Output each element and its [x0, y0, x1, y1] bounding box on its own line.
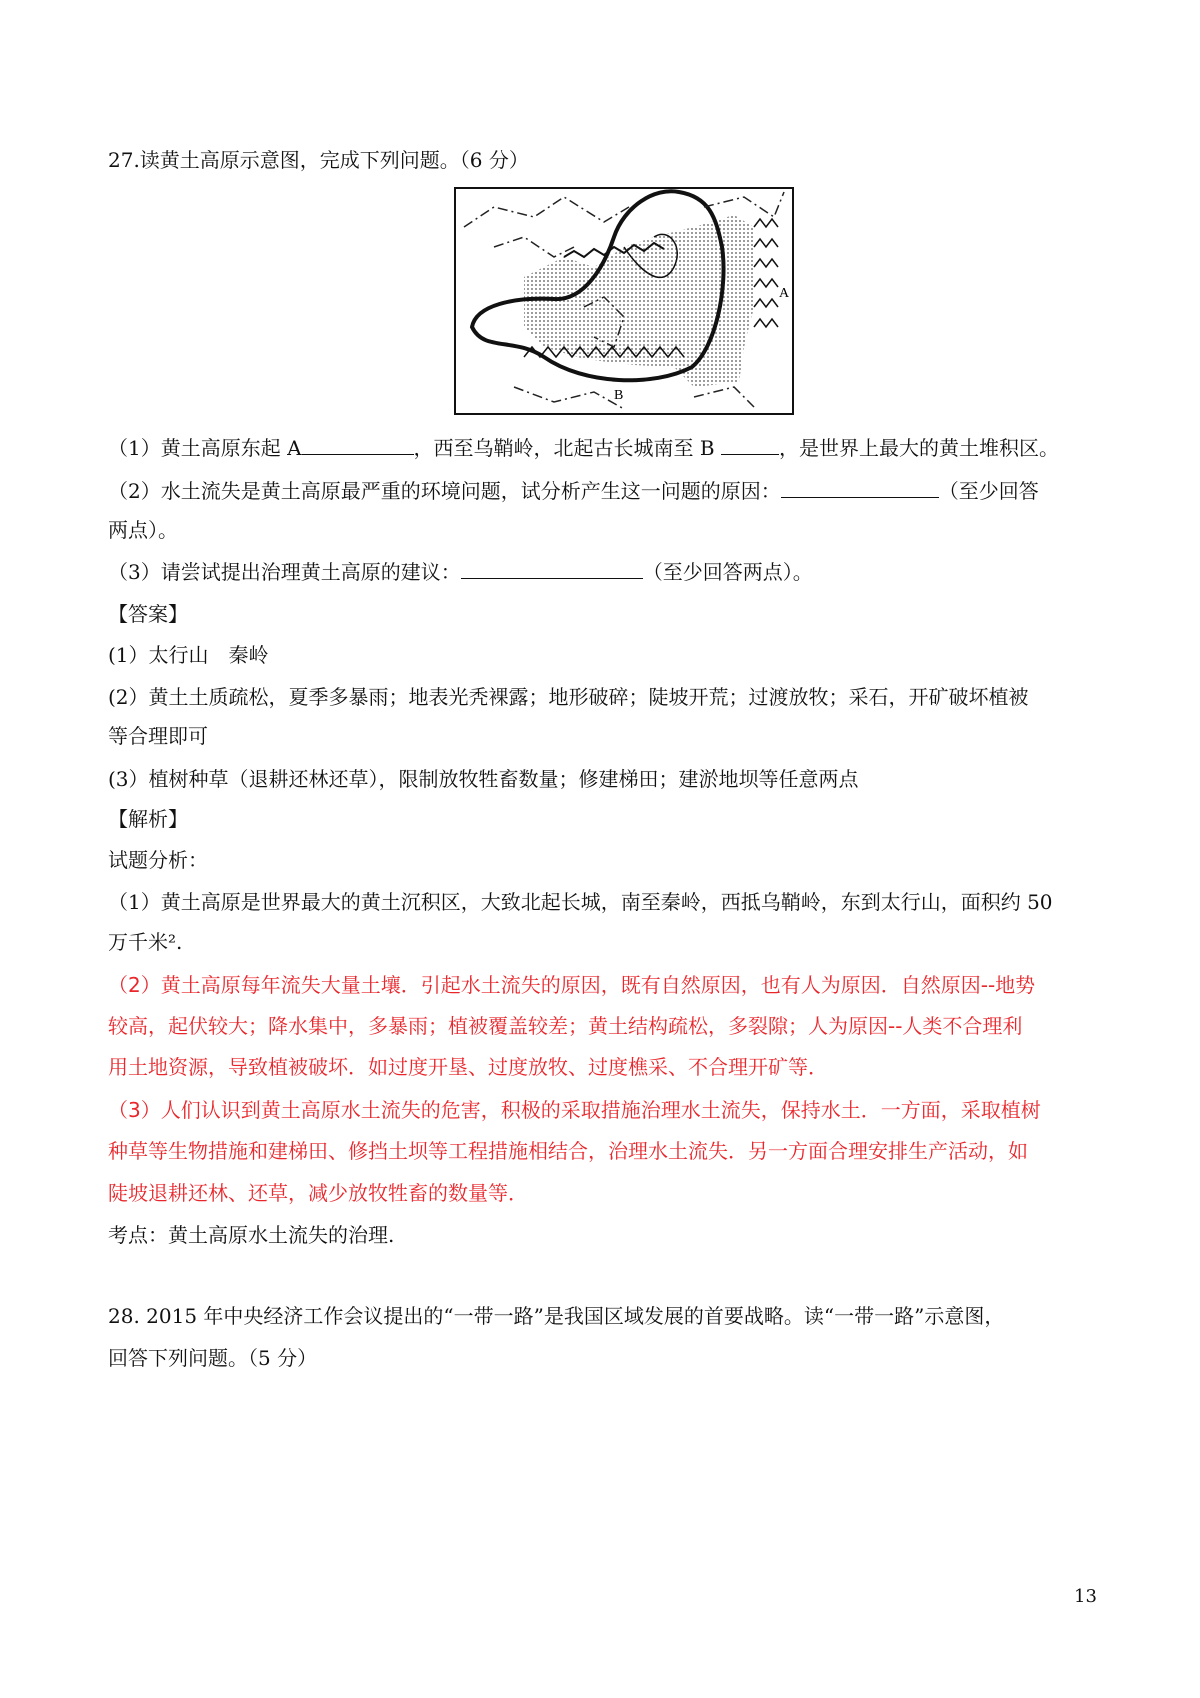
- analysis-line: 较高，起伏较大；降水集中，多暴雨；植被覆盖较差；黄土结构疏松，多裂隙；人为原因--人类不合理利: [108, 1014, 1023, 1038]
- kaodian: 考点：黄土高原水土流失的治理.: [108, 1223, 395, 1247]
- analysis-line: 用土地资源，导致植被破坏．如过度开垦、过度放牧、过度樵采、不合理开矿等．: [108, 1055, 828, 1079]
- answer-line: (3）植树种草（退耕还林还草），限制放牧牲畜数量；修建梯田；建淤地坝等任意两点: [108, 767, 859, 791]
- answer-line: (1）太行山 秦岭: [108, 643, 269, 667]
- map-label-a: A: [779, 286, 790, 301]
- q27-sub2-cont: 两点）。: [108, 518, 178, 542]
- analysis-line: （2）黄土高原每年流失大量土壤．引起水土流失的原因，既有自然原因，也有人为原因．自然原因--地势: [108, 973, 1036, 997]
- q27-sub1: （1）黄土高原东起 A ，西至乌鞘岭，北起古长城南至 B ，是世界上最大的黄土堆积区。: [108, 436, 1059, 460]
- answer-line: 等合理即可: [108, 724, 208, 748]
- blank-suggestions: [461, 560, 643, 579]
- blank-b: [721, 436, 779, 455]
- analysis-line: （1）黄土高原是世界最大的黄土沉积区，大致北起长城，南至秦岭，西抵乌鞘岭，东到太行山，面积约 50: [108, 890, 1053, 914]
- q27-sub2: （2）水土流失是黄土高原最严重的环境问题，试分析产生这一问题的原因： （至少回答: [108, 479, 1039, 503]
- blank-reasons: [781, 479, 939, 498]
- q28-line: 28. 2015 年中央经济工作会议提出的“一带一路”是我国区域发展的首要战略。读“一带一路”示意图，: [108, 1304, 1005, 1328]
- analysis-intro: 试题分析：: [108, 848, 208, 872]
- answer-heading: 【答案】: [108, 602, 188, 626]
- q28-line: 回答下列问题。（5 分）: [108, 1346, 318, 1370]
- blank-a: [302, 436, 414, 455]
- analysis-heading: 【解析】: [108, 807, 188, 831]
- analysis-line: 陡坡退耕还林、还草，减少放牧牲畜的数量等．: [108, 1181, 528, 1205]
- analysis-line: 万千米².: [108, 930, 183, 954]
- analysis-line: （3）人们认识到黄土高原水土流失的危害，积极的采取措施治理水土流失，保持水土．一方面，采取植树: [108, 1098, 1041, 1122]
- answer-line: (2）黄土土质疏松，夏季多暴雨；地表光秃裸露；地形破碎；陡坡开荒；过渡放牧；采石，开矿破坏植被: [108, 685, 1029, 709]
- q27-title: 27.读黄土高原示意图，完成下列问题。（6 分）: [108, 148, 529, 172]
- analysis-line: 种草等生物措施和建梯田、修挡土坝等工程措施相结合，治理水土流失．另一方面合理安排生产活动，如: [108, 1139, 1028, 1163]
- loess-plateau-map: [454, 187, 794, 415]
- map-label-b: B: [614, 388, 624, 403]
- page-number: 13: [1074, 1586, 1097, 1607]
- q27-sub3: （3）请尝试提出治理黄土高原的建议： （至少回答两点）。: [108, 560, 813, 584]
